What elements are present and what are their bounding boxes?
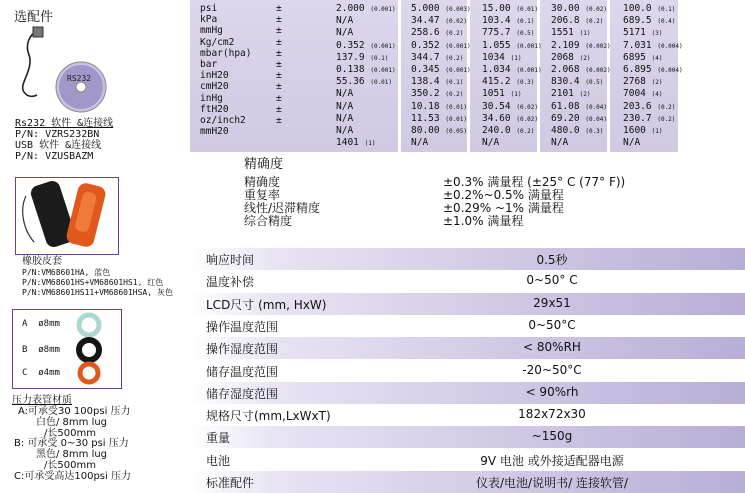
spec-value: ~150g xyxy=(531,429,573,444)
spec-label: 响应时间 xyxy=(206,253,255,267)
spec-row xyxy=(190,337,745,359)
resolution-value: (0.5) xyxy=(585,79,604,87)
range-cell xyxy=(482,64,542,76)
plus-minus-mark: ± xyxy=(276,59,282,71)
plus-minus-mark: ± xyxy=(276,3,282,14)
range-value: 350.2 xyxy=(411,88,440,100)
range-cell xyxy=(482,76,542,88)
range-value: 30.54 xyxy=(482,100,511,112)
range-cell xyxy=(411,64,471,76)
range-cell xyxy=(411,101,471,113)
range-value: 1.034 xyxy=(482,64,511,76)
spec-row xyxy=(190,471,745,493)
rubber-boot-part-list xyxy=(22,268,173,298)
range-value: 5.000 xyxy=(411,3,440,14)
range-value: 206.8 xyxy=(551,15,580,27)
range-cell xyxy=(623,113,683,125)
spec-row xyxy=(190,270,745,292)
range-value: 2101 xyxy=(551,88,574,100)
resolution-value: (0.004) xyxy=(657,42,683,50)
range-value: 480.0 xyxy=(551,125,580,137)
range-cell xyxy=(623,27,683,39)
range-value: 6.895 xyxy=(623,64,652,76)
spec-value: < 80%RH xyxy=(523,340,581,355)
resolution-value: (0.002) xyxy=(585,42,611,50)
hose-line: 白色/ 8mm lug xyxy=(36,416,108,428)
range-cell xyxy=(336,101,396,113)
range-cell xyxy=(623,40,683,52)
resolution-value: (1) xyxy=(579,30,591,38)
rs232-cable-cd-image xyxy=(15,25,113,113)
resolution-value: (0.2) xyxy=(657,103,676,111)
accessories-title: 选配件 xyxy=(14,10,54,25)
range-value: N/A xyxy=(336,27,354,39)
range-value: N/A xyxy=(623,137,641,149)
hose-line: A:可承受30 100psi 压力 xyxy=(18,406,131,417)
resolution-value: (4) xyxy=(651,91,663,99)
plus-minus-mark: ± xyxy=(276,103,282,115)
range-cell xyxy=(411,40,471,52)
range-value: 1.055 xyxy=(482,39,511,51)
range-value: 0.345 xyxy=(411,64,440,76)
range-cell xyxy=(623,64,683,76)
range-cell xyxy=(551,64,611,76)
range-cell xyxy=(623,76,683,88)
range-value: 1051 xyxy=(482,88,505,100)
range-value: 0.352 xyxy=(411,39,440,51)
range-cell xyxy=(411,15,471,27)
range-cell xyxy=(336,137,396,149)
unit-name: oz/inch2 xyxy=(200,115,246,127)
range-cell xyxy=(336,52,396,64)
resolution-value: (0.01) xyxy=(445,115,468,123)
hose-material-list xyxy=(14,407,131,483)
range-value: 6895 xyxy=(623,51,646,63)
accuracy-heading: 精确度 xyxy=(244,157,284,172)
rubber-part-red: P/N:VM68601HS+VM68601HS1, 红色 xyxy=(22,278,164,287)
resolution-value: (0.001) xyxy=(370,6,396,13)
spec-row xyxy=(190,449,745,471)
resolution-value: (0.5) xyxy=(516,30,535,38)
range-value: 15.00 xyxy=(482,3,511,14)
spec-value: 仪表/电池/说明书/ 连接软管/ xyxy=(476,476,628,490)
range-cell xyxy=(411,125,471,137)
rs232-software-label xyxy=(15,118,113,162)
range-cell xyxy=(482,52,542,64)
spec-value: 29x51 xyxy=(533,295,571,310)
spec-label: 重量 xyxy=(206,431,231,446)
unit-name: mmH20 xyxy=(200,126,229,138)
range-cell xyxy=(411,76,471,88)
range-cell xyxy=(482,40,542,52)
range-values-1 xyxy=(411,3,471,149)
range-values-4 xyxy=(623,3,683,149)
resolution-value: (0.02) xyxy=(516,115,539,123)
range-value: N/A xyxy=(336,88,354,100)
range-value: N/A xyxy=(336,100,354,112)
resolution-value: (0.3) xyxy=(585,128,604,136)
hose-material-title: 压力表管材质 xyxy=(12,395,72,406)
unit-name: mbar(hpa) xyxy=(200,47,252,59)
rubber-part-blue: P/N:VM68601HA, 蓝色 xyxy=(22,268,111,277)
range-values-2 xyxy=(482,3,542,149)
range-cell xyxy=(551,27,611,39)
range-cell xyxy=(336,15,396,27)
range-cell xyxy=(411,3,471,15)
resolution-value: (0.02) xyxy=(445,18,468,26)
tube-options-box xyxy=(12,309,122,389)
range-value: N/A xyxy=(336,15,354,27)
range-cell xyxy=(411,52,471,64)
hose-line: 黑色/ 8mm lug xyxy=(36,449,108,461)
resolution-value: (2) xyxy=(651,79,663,87)
range-value: 775.7 xyxy=(482,27,511,39)
spec-label: 温度补偿 xyxy=(206,275,255,290)
resolution-value: (0.2) xyxy=(516,128,535,136)
plus-minus-mark: ± xyxy=(276,36,282,48)
hose-line: /长500mm xyxy=(44,427,96,439)
range-value: 2768 xyxy=(623,76,646,88)
resolution-value: (0.04) xyxy=(585,115,608,123)
range-cell xyxy=(482,27,542,39)
plus-minus-mark: ± xyxy=(276,14,282,26)
hose-line: C:可承受高达100psi 压力 xyxy=(14,470,131,482)
plus-minus-mark: ± xyxy=(276,92,282,104)
range-value: 230.7 xyxy=(623,112,652,124)
spec-label: 操作温度范围 xyxy=(206,319,279,334)
hose-line: B: 可承受 0~30 psi 压力 xyxy=(14,438,129,450)
resolution-value: (0.1) xyxy=(657,6,676,13)
range-cell xyxy=(623,15,683,27)
resolution-value: (0.2) xyxy=(585,18,604,26)
spec-value: 0~50° C xyxy=(526,273,578,288)
rubber-part-gray: P/N:VM68601HS11+VM68601HSA, 灰色 xyxy=(22,288,173,297)
range-value: N/A xyxy=(411,137,429,149)
spec-value: 0.5秒 xyxy=(536,253,568,267)
rubber-boot-image xyxy=(15,177,119,255)
range-values-0 xyxy=(336,3,396,149)
spec-label: LCD尺寸 (mm, HxW) xyxy=(206,297,327,312)
range-value: N/A xyxy=(482,137,500,149)
unit-name: inH20 xyxy=(200,70,229,82)
range-value: 2.000 xyxy=(336,3,365,14)
plus-minus-mark: ± xyxy=(276,70,282,82)
range-value: 2068 xyxy=(551,51,574,63)
range-cell xyxy=(482,3,542,15)
spec-value: -20~50°C xyxy=(522,362,582,377)
unit-name: kPa xyxy=(200,14,218,26)
range-value: 55.36 xyxy=(336,76,365,88)
spec-row xyxy=(190,360,745,382)
accuracy-labels xyxy=(244,176,320,228)
range-cell xyxy=(551,15,611,27)
resolution-value: (1) xyxy=(510,54,522,62)
spec-row xyxy=(190,404,745,426)
unit-name: Kg/cm2 xyxy=(200,36,235,48)
resolution-value: (0.001) xyxy=(370,67,396,75)
resolution-value: (0.01) xyxy=(445,103,468,111)
resolution-value: (1) xyxy=(651,128,663,136)
range-cell xyxy=(336,88,396,100)
unit-name: cmH20 xyxy=(200,81,229,93)
range-value: N/A xyxy=(336,112,354,124)
spec-label: 操作湿度范围 xyxy=(206,342,279,357)
resolution-value: (0.2) xyxy=(445,30,464,38)
spec-label: 规格尺寸(mm,LxWxT) xyxy=(206,409,331,424)
range-value: 1600 xyxy=(623,125,646,137)
range-value: 1401 xyxy=(336,137,359,149)
accuracy-value: ±1.0% 满量程 xyxy=(443,214,524,228)
resolution-value: (0.05) xyxy=(445,128,468,136)
range-cell xyxy=(336,3,396,15)
range-cell xyxy=(551,76,611,88)
range-value: 5171 xyxy=(623,27,646,39)
spec-label: 标准配件 xyxy=(206,476,255,490)
range-cell xyxy=(411,27,471,39)
range-value: 203.6 xyxy=(623,100,652,112)
spec-label: 储存温度范围 xyxy=(206,364,279,379)
range-cell xyxy=(551,113,611,125)
rs232-cd-label: RS232 xyxy=(67,74,92,83)
range-value: 240.0 xyxy=(482,125,511,137)
accuracy-section xyxy=(190,157,745,233)
range-cell xyxy=(623,125,683,137)
rs232-software-title: Rs232 软件 &连接线 xyxy=(15,118,114,129)
plus-minus-mark: ± xyxy=(276,47,282,59)
resolution-value: (0.001) xyxy=(370,42,396,50)
range-value: 103.4 xyxy=(482,15,511,27)
tube-option-b: B ø8mm xyxy=(22,345,60,355)
spec-row xyxy=(190,382,745,404)
range-cell xyxy=(336,64,396,76)
spec-row xyxy=(190,426,745,448)
range-cell xyxy=(623,137,683,149)
spec-label: 电池 xyxy=(206,453,231,468)
range-cell xyxy=(551,137,611,149)
range-cell xyxy=(336,76,396,88)
range-value: 1034 xyxy=(482,51,505,63)
range-cell xyxy=(411,113,471,125)
accuracy-value: ±0.3% 满量程 (±25° C (77° F)) xyxy=(443,175,626,189)
plus-minus-mark: ± xyxy=(276,115,282,127)
accuracy-label: 综合精度 xyxy=(244,214,293,228)
range-value: 344.7 xyxy=(411,51,440,63)
unit-name: mmHg xyxy=(200,25,223,37)
hose-line: /长500mm xyxy=(44,459,96,471)
range-value: 830.4 xyxy=(551,76,580,88)
unit-name-list xyxy=(200,3,251,137)
resolution-value: (0.001) xyxy=(445,42,471,50)
range-value: 10.18 xyxy=(411,100,440,112)
accuracy-value: ±0.2%~0.5% 满量程 xyxy=(443,188,564,202)
spec-value: 0~50°C xyxy=(528,317,576,332)
range-cell xyxy=(336,125,396,137)
range-values-3 xyxy=(551,3,611,149)
range-value: 61.08 xyxy=(551,100,580,112)
plus-minus-mark: ± xyxy=(276,25,282,37)
range-value: 0.138 xyxy=(336,64,365,76)
resolution-value: (0.01) xyxy=(370,79,393,87)
resolution-value: (0.004) xyxy=(657,67,683,75)
range-value: 7.031 xyxy=(623,39,652,51)
range-value: 34.47 xyxy=(411,15,440,27)
resolution-value: (0.2) xyxy=(657,115,676,123)
range-cell xyxy=(336,113,396,125)
plus-minus-mark: ± xyxy=(276,81,282,93)
resolution-value: (0.4) xyxy=(657,18,676,26)
unit-name: psi xyxy=(200,3,218,14)
resolution-value: (1) xyxy=(364,140,376,148)
usb-part-number: P/N: VZUSBAZM xyxy=(15,151,94,162)
range-value: 138.4 xyxy=(411,76,440,88)
range-cell xyxy=(551,125,611,137)
range-cell xyxy=(482,137,542,149)
resolution-value: (4) xyxy=(651,54,663,62)
range-value: 689.5 xyxy=(623,15,652,27)
range-cell xyxy=(482,125,542,137)
unit-name: inHg xyxy=(200,92,223,104)
resolution-value: (0.002) xyxy=(585,67,611,75)
range-value: 258.6 xyxy=(411,27,440,39)
range-cell xyxy=(551,101,611,113)
spec-label: 储存湿度范围 xyxy=(206,386,279,401)
range-cell xyxy=(482,113,542,125)
resolution-value: (0.02) xyxy=(516,103,539,111)
spec-value: 9V 电池 或外接适配器电源 xyxy=(480,453,624,468)
range-cell xyxy=(551,3,611,15)
range-value: 100.0 xyxy=(623,3,652,14)
resolution-value: (0.3) xyxy=(516,79,535,87)
unit-name: bar xyxy=(200,59,218,71)
units-resolution-table xyxy=(190,0,745,152)
resolution-value: (0.1) xyxy=(445,79,464,87)
resolution-value: (0.02) xyxy=(585,6,608,13)
spec-row xyxy=(190,315,745,337)
resolution-value: (0.2) xyxy=(445,91,464,99)
range-cell xyxy=(623,101,683,113)
range-cell xyxy=(482,88,542,100)
range-value: N/A xyxy=(336,125,354,137)
plus-minus-list xyxy=(276,3,282,126)
range-cell xyxy=(551,52,611,64)
accuracy-label: 精确度 xyxy=(244,175,281,189)
rubber-boot-title: 橡胶皮套 xyxy=(22,256,62,267)
range-value: 80.00 xyxy=(411,125,440,137)
range-cell xyxy=(623,3,683,15)
resolution-value: (0.1) xyxy=(370,54,389,62)
tube-coils-image xyxy=(71,312,111,386)
accuracy-label: 线性/迟滞精度 xyxy=(244,201,321,215)
spec-row xyxy=(190,293,745,315)
range-value: 2.109 xyxy=(551,39,580,51)
resolution-value: (0.001) xyxy=(445,67,471,75)
rs232-part-number: P/N: VZRS232BN xyxy=(15,129,100,140)
resolution-value: (1) xyxy=(510,91,522,99)
resolution-value: (2) xyxy=(579,54,591,62)
range-value: 2.068 xyxy=(551,64,580,76)
resolution-value: (0.003) xyxy=(445,6,471,13)
range-value: 415.2 xyxy=(482,76,511,88)
resolution-value: (0.001) xyxy=(516,42,542,50)
spec-value: < 90%rh xyxy=(525,384,579,399)
range-value: 11.53 xyxy=(411,112,440,124)
accuracy-label: 重复率 xyxy=(244,188,281,202)
range-cell xyxy=(551,40,611,52)
tube-option-c: C ø4mm xyxy=(22,368,60,378)
unit-name: ftH20 xyxy=(200,103,229,115)
accuracy-value: ±0.29% ~1% 满量程 xyxy=(443,201,564,215)
resolution-value: (0.1) xyxy=(516,18,535,26)
range-value: 1551 xyxy=(551,27,574,39)
range-value: 7004 xyxy=(623,88,646,100)
tube-option-a: A ø8mm xyxy=(22,319,60,329)
range-cell xyxy=(623,88,683,100)
range-cell xyxy=(623,52,683,64)
usb-software-title: USB 软件 &连接线 xyxy=(15,140,102,151)
range-cell xyxy=(482,101,542,113)
resolution-value: (0.2) xyxy=(445,54,464,62)
accuracy-values xyxy=(443,176,625,228)
resolution-value: (3) xyxy=(651,30,663,38)
range-cell xyxy=(411,88,471,100)
range-cell xyxy=(411,137,471,149)
range-value: 137.9 xyxy=(336,51,365,63)
resolution-value: (0.01) xyxy=(516,6,539,13)
resolution-value: (2) xyxy=(579,91,591,99)
range-value: 0.352 xyxy=(336,39,365,51)
range-value: N/A xyxy=(551,137,569,149)
range-value: 69.20 xyxy=(551,112,580,124)
resolution-value: (0.04) xyxy=(585,103,608,111)
range-value: 34.60 xyxy=(482,112,511,124)
resolution-value: (0.001) xyxy=(516,67,542,75)
range-cell xyxy=(336,27,396,39)
range-value: 30.00 xyxy=(551,3,580,14)
range-cell xyxy=(336,40,396,52)
spec-value: 182x72x30 xyxy=(518,407,586,422)
range-cell xyxy=(482,15,542,27)
spec-row xyxy=(190,248,745,270)
range-cell xyxy=(551,88,611,100)
